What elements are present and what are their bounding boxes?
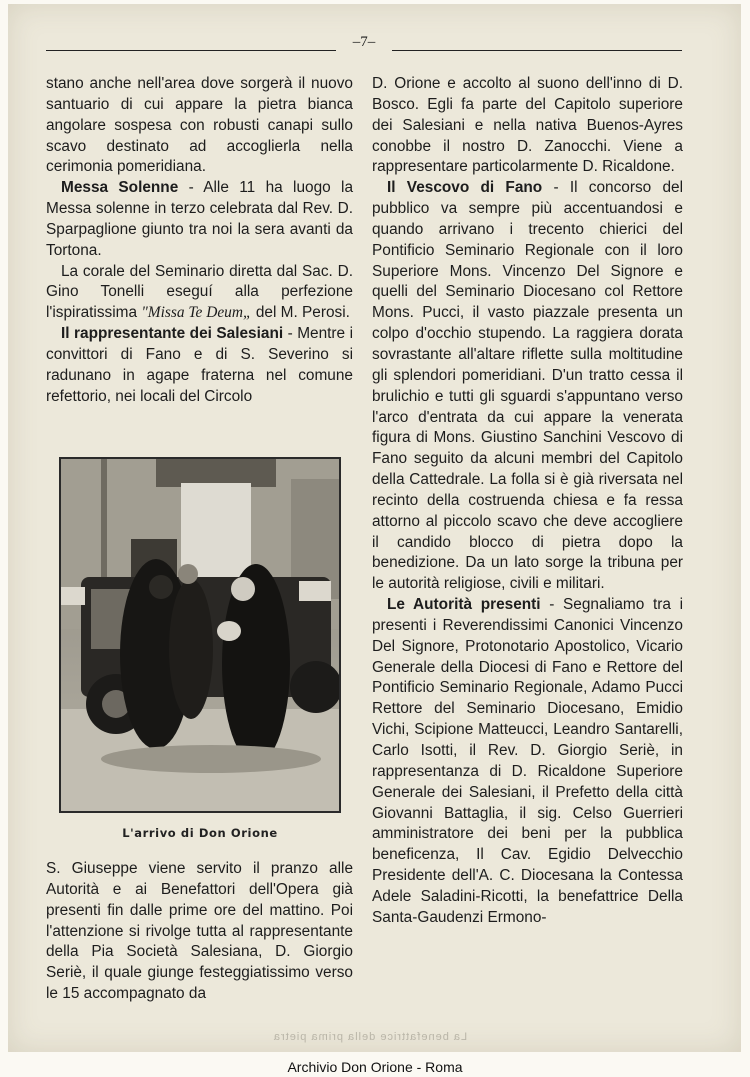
work-title: "Missa Te Deum„ bbox=[141, 304, 252, 322]
photograph bbox=[59, 457, 341, 813]
page-number: –7– bbox=[352, 34, 376, 50]
section-heading: Le Autorità presenti bbox=[387, 596, 541, 614]
photo-illustration bbox=[61, 459, 339, 811]
paragraph: Il Vescovo di Fano - Il concorso del pubblico va sempre più accentuandosi e quando arrivano i trecento chierici del Pontificio Seminario Regionale con il loro Superiore Mons. Vincenzo Del Signore e quelli del Seminario Diocesano col Rettore Mons. Pucci, il vasto piazzale presenta un colpo d'occhio stupendo. La raggiera dorata sovrastante all'altare riflette sulla moltitudine gli splendori pomeridiani. D'un tratto cessa il brulichio e tutti gli sguardi s'appuntano verso l'arco d'entrata da cui appare la venerata figura di Mons. Giustino Sanchini Vescovo di Fano seguito da alcuni membri del Capitolo della Cattedrale. La folla si è già riversata nel recinto della costruenda chiesa e fa ressa attorno al piccolo scavo che deve accogliere il candido blocco di pietra dopo la benedizione. Da un lato sorge la tribuna per le autorità religiose, civili e militari. bbox=[372, 179, 683, 593]
section-heading: Il Vescovo di Fano bbox=[387, 179, 543, 197]
right-column bbox=[372, 74, 683, 929]
paragraph: D. Orione e accolto al suono dell'inno di D. Bosco. Egli fa parte del Capitolo superiore dei Salesiani e nella nativa Buenos-Ayres conobbe il nostro D. Zanocchi. Viene a rappresentare particolarmente D. Ricaldone. bbox=[372, 75, 683, 176]
header-rule-right bbox=[392, 50, 682, 51]
paragraph: Le Autorità presenti - Segnaliamo tra i presenti i Reverendissimi Canonici Vincenzo Del Signore, Protonotario Apostolico, Vicario Generale della Diocesi di Fano e Rettore del Pontificio Seminario Regionale, Adamo Pucci Rettore del Seminario Diocesano, Emidio Vichi, Scipione Matteucci, Leandro Santarelli, Carlo Isotti, il Rev. D. Giorgio Seriè, in rappresentanza di D. Ricaldone Superiore Generale dei Salesiani, il Prefetto della città Giovanni Battaglia, il sig. Celso Guerrieri amministratore dei beni per la pubblica beneficenza, Il Cav. Egidio Delvecchio Presidente dell'A. C. Diocesana la Contessa Adele Saladini-Ricotti, la benefattrice Della Santa-Gaudenzi Ermono- bbox=[372, 596, 683, 926]
paragraph: stano anche nell'area dove sorgerà il nuovo santuario di cui appare la pietra bianca angolare sospesa con robusti canapi sullo scavo destinato ad accoglierla nella cerimonia pomeridiana. bbox=[46, 75, 353, 176]
left-column bbox=[46, 74, 353, 408]
paragraph: Il rappresentante dei Salesiani - Mentre i convittori di Fano e di S. Severino si radunano in agape fraterna nel comune refettorio, nei locali del Circolo bbox=[46, 325, 353, 405]
archive-footer: Archivio Don Orione - Roma bbox=[287, 1059, 463, 1075]
left-column-continued bbox=[46, 859, 353, 1005]
bleed-through-text: La benefattrice della prima pietra bbox=[272, 1031, 468, 1043]
photo-caption: L'arrivo di Don Orione bbox=[122, 826, 278, 840]
section-heading: Messa Solenne bbox=[61, 179, 179, 197]
header-rule-left bbox=[46, 50, 336, 51]
paragraph: Messa Solenne - Alle 11 ha luogo la Messa solenne in terzo celebrata dal Rev. D. Sparpaglione giunto tra noi la sera avanti da Tortona. bbox=[46, 179, 354, 259]
paragraph: La corale del Seminario diretta dal Sac. D. Gino Tonelli eseguí alla perfezione l'ispiratissima "Missa Te Deum„ del M. Perosi. bbox=[46, 262, 353, 322]
section-heading: Il rappresentante dei Salesiani bbox=[61, 325, 284, 343]
paragraph: S. Giuseppe viene servito il pranzo alle Autorità e ai Benefattori dell'Opera già presenti fin dalle prime ore del mattino. Poi l'attenzione si rivolge tutta al rappresentante della Pia Società Salesiana, D. Giorgio Seriè, il quale giunge festeggiatissimo verso le 15 accompagnato da bbox=[46, 860, 353, 1003]
